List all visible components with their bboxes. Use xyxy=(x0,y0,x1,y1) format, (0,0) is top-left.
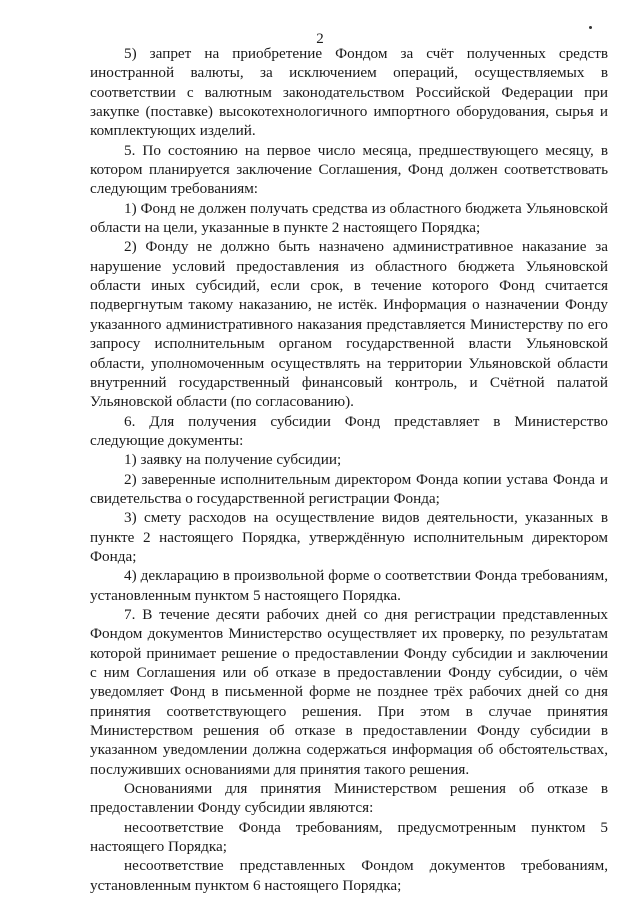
paragraph-clause-6-item-1: 1) заявку на получение субсидии; xyxy=(124,451,342,469)
paragraph-clause-6: 6. Для получения субсидии Фонд представляет в Министерство следующие документы: xyxy=(90,412,608,449)
paragraph-clause-5: 5. По состоянию на первое число месяца, предшествующего месяцу, в котором планируется заключение Соглашения, Фонд должен соответствовать следующим требованиям: xyxy=(90,141,608,198)
paragraph-refusal-ground-1: несоответствие Фонда требованиям, предусмотренным пунктом 5 настоящего Порядка; xyxy=(90,818,608,856)
paragraph-clause-5-item-2: 2) Фонду не должно быть назначено административное наказание за нарушение условий предоставления из областного бюджета Ульяновской области иных субсидий, если срок, в течение которого Фонд считается подвергнутым такому наказанию, не истёк. Информация о назначении Фонду указанного административного наказания представляется Министерству по его запросу исполнительным органом государственной власти Ульяновской области, уполномоченным осуществлять на территории Ульяновской области внутренний государственный финансовый контроль, и Счётной палатой Ульяновской области (по согласованию). xyxy=(90,238,608,411)
scan-mark xyxy=(589,26,592,29)
paragraph-clause-7: 7. В течение десяти рабочих дней со дня регистрации представленных Фондом документов Министерство осуществляет их проверку, по результатам которой принимает решение о предоставлении Фонду субсидии и заключении с ним Соглашения или об отказе в предоставлении Фонду субсидии, о чём уведомляет Фонд в письменной форме не позднее трёх рабочих дней со дня принятия соответствующего решения. При этом в случае принятия Министерством решения об отказе в предоставлении Фонду субсидии в указанном уведомлении должна содержаться информация об обстоятельствах, послуживших основаниями для принятия такого решения. xyxy=(90,605,608,778)
page-number: 2 xyxy=(316,31,324,47)
paragraph-clause-5-item-1: 1) Фонд не должен получать средства из областного бюджета Ульяновской области на цели, указанные в пункте 2 настоящего Порядка; xyxy=(90,199,608,237)
paragraph-clause-6-item-2: 2) заверенные исполнительным директором Фонда копии устава Фонда и свидетельства о государственной регистрации Фонда; xyxy=(90,470,608,507)
paragraph-clause-6-item-4: 4) декларацию в произвольной форме о соответствии Фонда требованиям, установленным пунктом 5 настоящего Порядка. xyxy=(90,567,608,604)
paragraph-refusal-ground-2: несоответствие представленных Фондом документов требованиям, установленным пунктом 6 настоящего Порядка; xyxy=(90,857,608,894)
paragraph-refusal-grounds: Основаниями для принятия Министерством решения об отказе в предоставлении Фонду субсидии являются: xyxy=(90,780,608,817)
document-body xyxy=(90,44,608,895)
paragraph-clause-6-item-3: 3) смету расходов на осуществление видов деятельности, указанных в пункте 2 настоящего Порядка, утверждённую исполнительным директором Фонда; xyxy=(90,509,608,565)
paragraph-item-5-foreign-currency: 5) запрет на приобретение Фондом за счёт полученных средств иностранной валюты, за исключением операций, осуществляемых в соответствии с валютным законодательством Российской Федерации при закупке (поставке) высокотехнологичного импортного оборудования, сырья и комплектующих изделий. xyxy=(90,45,608,140)
